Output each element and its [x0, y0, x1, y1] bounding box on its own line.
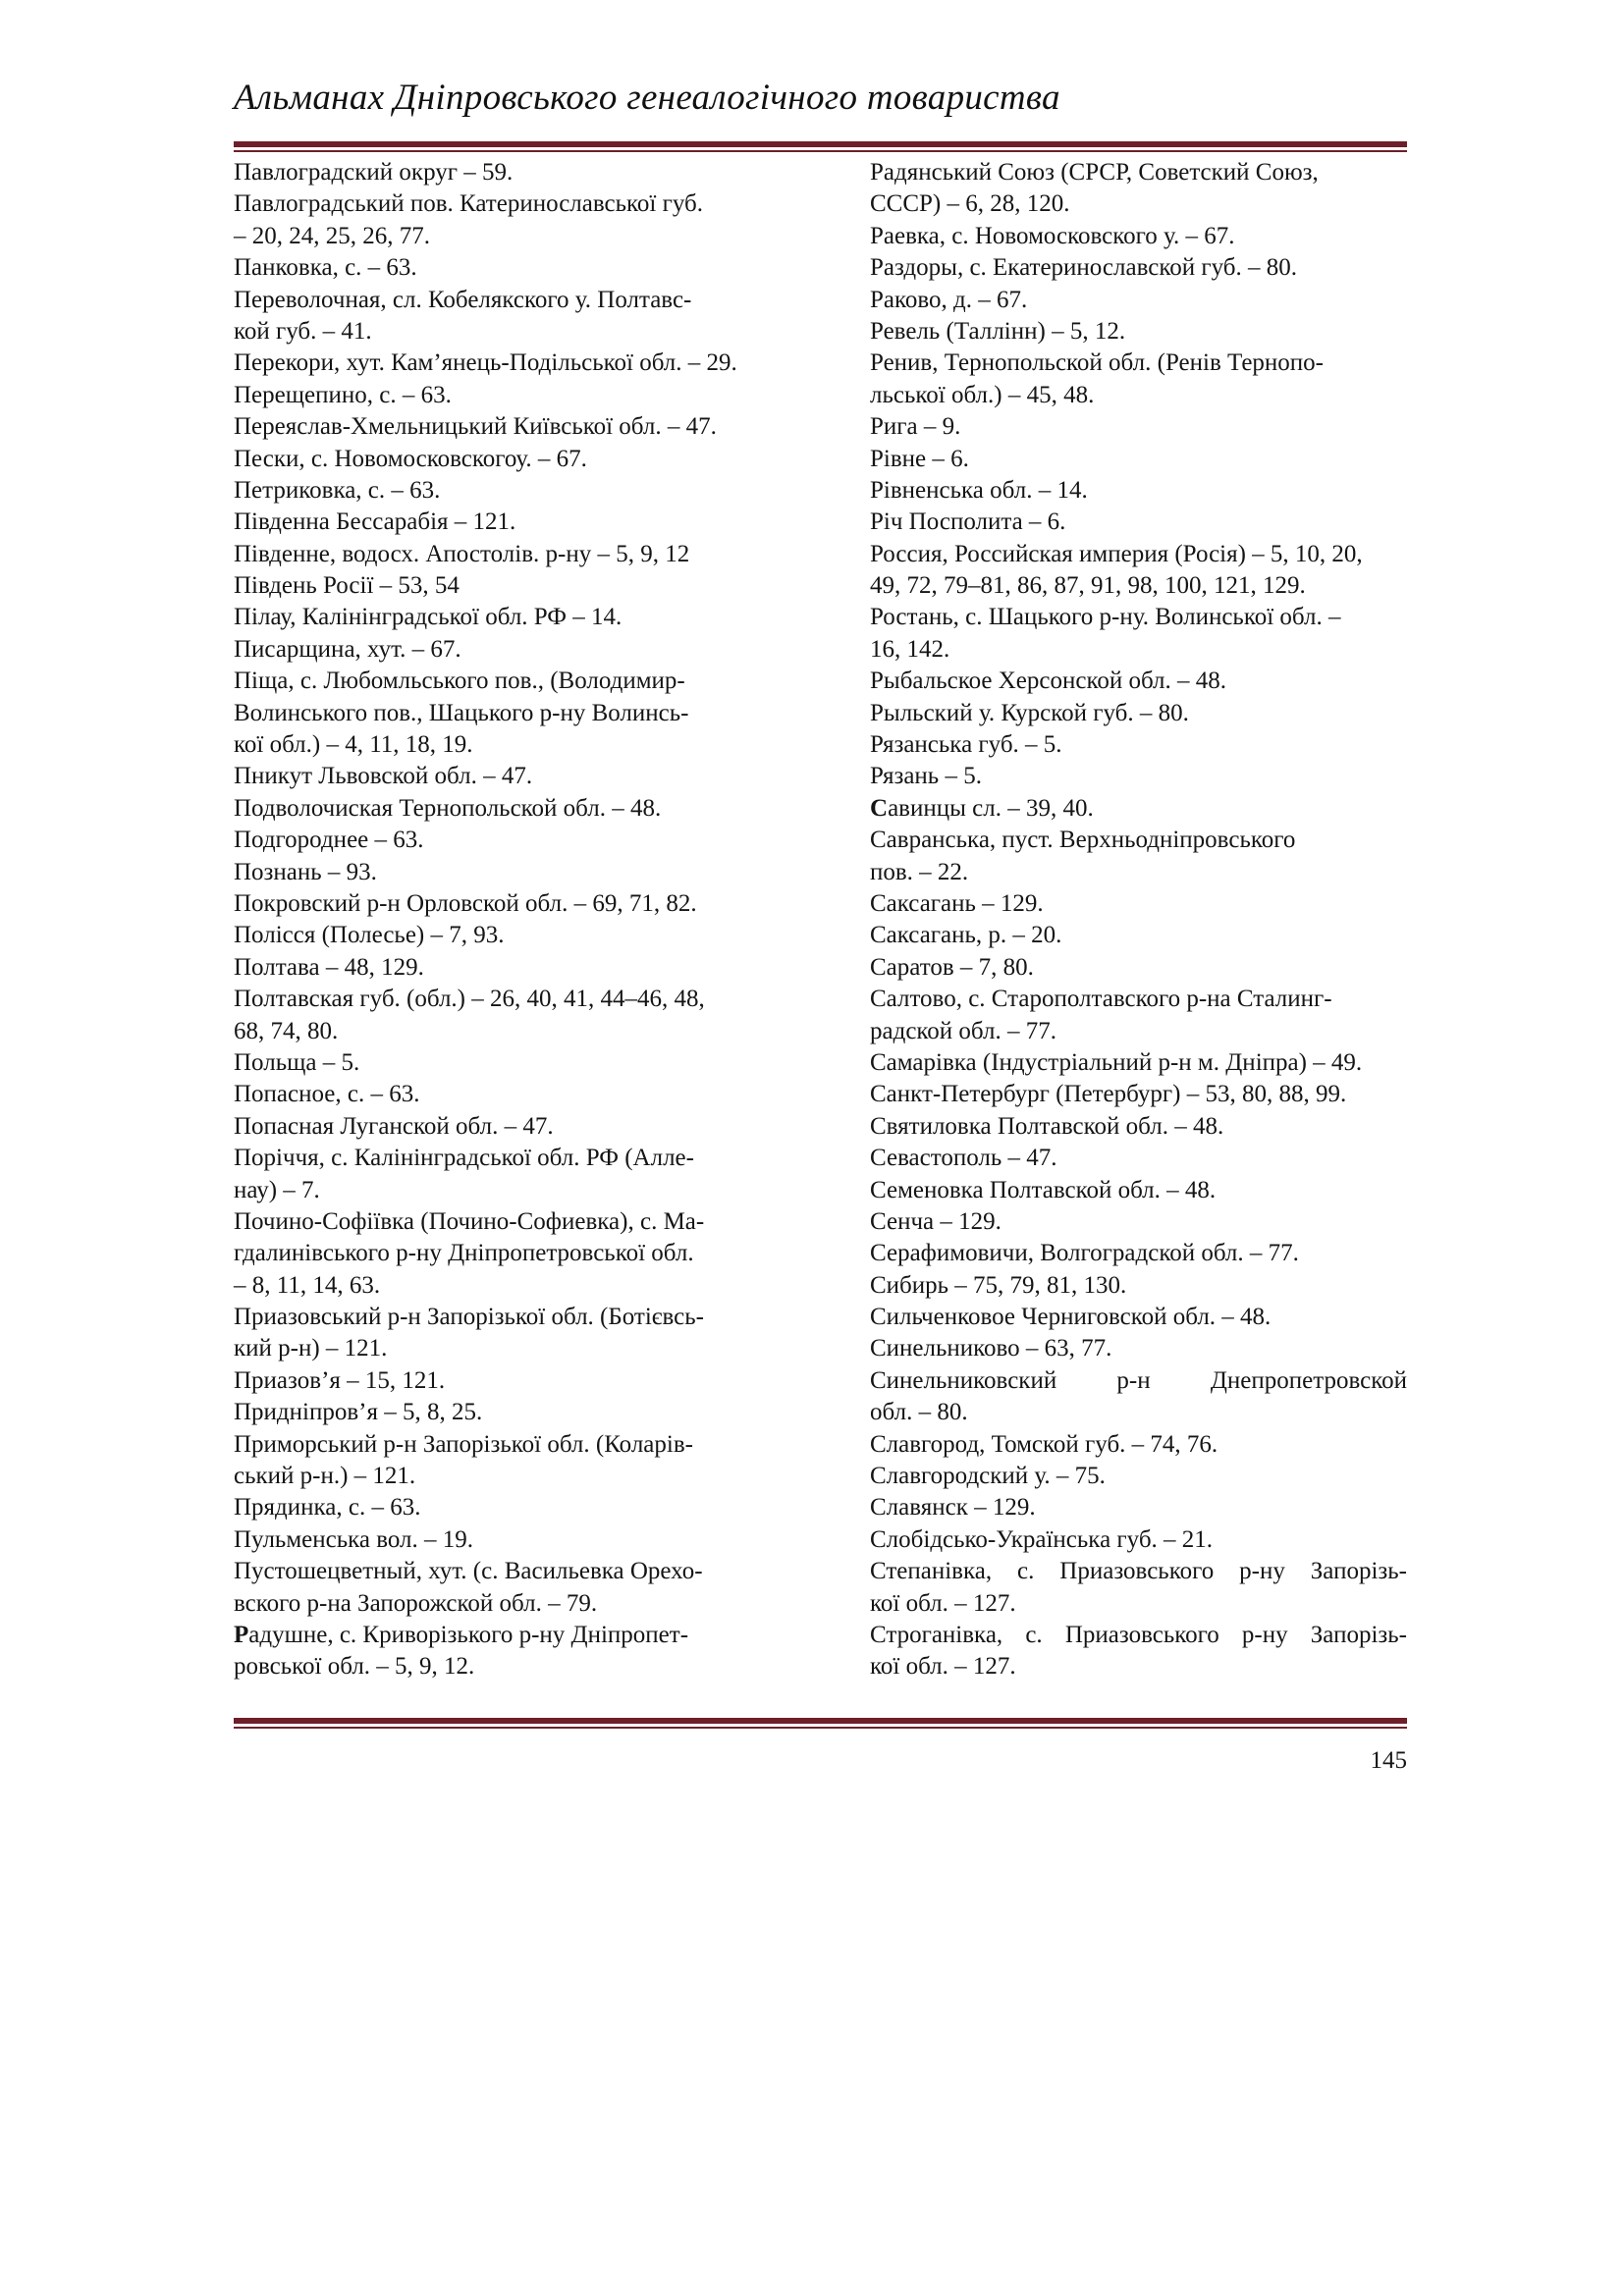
index-entry-line	[234, 1461, 769, 1492]
index-entry-text: СССР) – 6, 28, 120.	[870, 190, 1070, 218]
index-entry-text: вского р-на Запорожской обл. – 79.	[234, 1589, 598, 1617]
index-entry-line	[870, 1429, 1407, 1461]
index-entry-line	[870, 1461, 1407, 1492]
index-entry-text: ський р-н.) – 121.	[234, 1463, 416, 1490]
index-entry-text: Степанівка, с. Приазовського р-ну Запорізь-	[870, 1558, 1407, 1585]
index-entry-text: Павлоградський пов. Катеринославської губ.	[234, 190, 703, 218]
index-entry-text: Петриковка, с. – 63.	[234, 476, 441, 504]
index-entry-text: Перещепино, с. – 63.	[234, 381, 452, 408]
index-entry-text: Савранська, пуст. Верхньодніпровського	[870, 827, 1296, 854]
index-entry-line	[870, 1397, 1407, 1428]
index-entry-text: Рыбальское Херсонской обл. – 48.	[870, 667, 1227, 695]
index-entry-line	[234, 1143, 769, 1174]
index-entry-text: Самарівка (Індустріальний р-н м. Дніпра) – 49.	[870, 1048, 1363, 1076]
index-entry-line	[234, 666, 769, 697]
index-entry-line	[234, 1079, 769, 1110]
index-entry-text: Слобідсько-Українська губ. – 21.	[870, 1525, 1214, 1553]
index-entry-line	[234, 1206, 769, 1238]
index-entry-line	[870, 1333, 1407, 1364]
index-entry-line	[870, 1588, 1407, 1620]
index-entry-text: Россия, Российская империя (Росія) – 5, 10, 20,	[870, 540, 1363, 567]
index-column-right	[870, 157, 1407, 1683]
index-entry-line	[234, 1651, 769, 1682]
index-entry-text: обл. – 80.	[870, 1399, 968, 1426]
index-entry-text: Полтавская губ. (обл.) – 26, 40, 41, 44–46, 48,	[234, 986, 705, 1013]
index-entry-line	[234, 539, 769, 570]
index-entry-text: Рязань – 5.	[870, 763, 982, 790]
index-entry-line	[234, 698, 769, 729]
index-entry-line	[234, 857, 769, 888]
index-entry-line	[870, 761, 1407, 792]
index-entry-text: Раково, д. – 67.	[870, 286, 1028, 313]
index-entry-text: Подгороднее – 63.	[234, 827, 424, 854]
index-entry-line	[234, 252, 769, 284]
index-entry-text: Перекори, хут. Кам’янець-Подільської обл. – 29.	[234, 349, 737, 377]
index-entry-line	[870, 1492, 1407, 1523]
index-entry-text: Поріччя, с. Калінінградської обл. РФ (Алле-	[234, 1145, 694, 1172]
index-entry-text: Рівне – 6.	[870, 445, 969, 472]
index-entry-text: – 20, 24, 25, 26, 77.	[234, 222, 430, 249]
index-entry-line	[870, 1206, 1407, 1238]
index-entry-text: Рыльский у. Курской губ. – 80.	[870, 699, 1189, 726]
index-entry-line	[234, 1270, 769, 1302]
index-entry-line	[234, 1047, 769, 1079]
index-entry-line	[234, 157, 769, 188]
index-entry-text: Познань – 93.	[234, 858, 377, 885]
index-entry-text: Санкт-Петербург (Петербург) – 53, 80, 88, 99.	[870, 1081, 1347, 1108]
index-entry-text: Рязанська губ. – 5.	[870, 731, 1062, 759]
header-rule	[234, 141, 1407, 152]
index-entry-line	[870, 729, 1407, 761]
index-entry-line	[234, 920, 769, 951]
index-entry-text: Святиловка Полтавской обл. – 48.	[870, 1112, 1224, 1140]
index-entry-line	[234, 634, 769, 666]
index-entry-line	[870, 602, 1407, 633]
index-entry-text: Південь Росії – 53, 54	[234, 572, 460, 600]
index-entry-line	[870, 984, 1407, 1015]
index-entry-line	[870, 634, 1407, 666]
index-entry-line	[870, 316, 1407, 347]
index-entry-line	[870, 380, 1407, 411]
index-entry-line	[870, 1651, 1407, 1682]
index-entry-text: Річ Посполита – 6.	[870, 508, 1066, 536]
index-entry-text: кої обл. – 127.	[870, 1653, 1016, 1681]
index-entry-text: Ренив, Тернопольской обл. (Ренів Тернопо-	[870, 349, 1324, 377]
index-entry-line	[870, 539, 1407, 570]
index-entry-line	[870, 1365, 1407, 1397]
index-entry-text: Пустошецветный, хут. (с. Васильевка Орехо-	[234, 1558, 703, 1585]
footer-rule	[234, 1718, 1407, 1729]
index-entry-text: 16, 142.	[870, 635, 950, 663]
index-entry-text: Попасное, с. – 63.	[234, 1081, 420, 1108]
index-entry-text: 68, 74, 80.	[234, 1017, 339, 1044]
index-entry-line	[870, 285, 1407, 316]
index-entry-line	[870, 1175, 1407, 1206]
index-entry-line	[870, 221, 1407, 252]
letter-section-initial: С	[870, 794, 889, 822]
index-entry-line	[234, 1302, 769, 1333]
index-entry-line	[234, 1556, 769, 1587]
index-entry-line	[870, 698, 1407, 729]
index-entry-text: Пульменська вол. – 19.	[234, 1525, 474, 1553]
index-entry-text: Попасная Луганской обл. – 47.	[234, 1112, 554, 1140]
index-entry-line	[234, 952, 769, 984]
index-entry-text: Сильченковое Черниговской обл. – 48.	[870, 1304, 1272, 1331]
index-entry-text: Подволочиская Тернопольской обл. – 48.	[234, 794, 662, 822]
index-entry-text: Строганівка, с. Приазовського р-ну Запорізь-	[870, 1621, 1407, 1648]
index-entry-line	[234, 380, 769, 411]
index-entry-line	[234, 1492, 769, 1523]
index-entry-line	[234, 793, 769, 825]
index-entry-line	[234, 475, 769, 507]
index-entry-text: Почино-Софіївка (Почино-Софиевка), с. Ма-	[234, 1207, 705, 1235]
index-entry-text: 49, 72, 79–81, 86, 87, 91, 98, 100, 121, 129.	[870, 572, 1306, 600]
index-entry-line	[234, 221, 769, 252]
letter-section-initial: Р	[234, 1621, 249, 1648]
index-entry-line	[870, 157, 1407, 188]
index-entry-line	[234, 1620, 769, 1651]
index-entry-text: Південне, водосх. Апостолів. р-ну – 5, 9, 12	[234, 540, 690, 567]
index-entry-text: гдалинівського р-ну Дніпропетровської обл.	[234, 1240, 694, 1267]
index-entry-line	[234, 1111, 769, 1143]
index-entry-line	[234, 1429, 769, 1461]
index-entry-text: Севастополь – 47.	[870, 1145, 1057, 1172]
index-entry-text: Придніпров’я – 5, 8, 25.	[234, 1399, 483, 1426]
index-entry-text: Саксагань, р. – 20.	[870, 922, 1062, 949]
index-entry-text: радской обл. – 77.	[870, 1017, 1056, 1044]
index-entry-line	[870, 1143, 1407, 1174]
index-entry-text: Раздоры, с. Екатеринославской губ. – 80.	[870, 254, 1297, 282]
index-entry-text: Раевка, с. Новомосковского у. – 67.	[870, 222, 1235, 249]
index-entry-line	[870, 1111, 1407, 1143]
index-entry-text: Рига – 9.	[870, 413, 961, 441]
index-entry-line	[870, 1079, 1407, 1110]
index-entry-text: Переяслав-Хмельницький Київської обл. – 47.	[234, 413, 717, 441]
index-entry-line	[870, 1524, 1407, 1556]
index-entry-line	[234, 347, 769, 379]
index-entry-line	[870, 1016, 1407, 1047]
index-entry-text: Павлоградский округ – 59.	[234, 159, 514, 186]
index-entry-line	[870, 888, 1407, 920]
index-entry-text: Радянський Союз (СРСР, Советский Союз,	[870, 159, 1319, 186]
index-entry-line	[234, 188, 769, 220]
index-entry-line	[234, 888, 769, 920]
index-entry-text: Серафимовичи, Волгоградской обл. – 77.	[870, 1240, 1299, 1267]
index-entry-line	[234, 1333, 769, 1364]
index-entry-line	[234, 1524, 769, 1556]
index-entry-line	[234, 316, 769, 347]
index-entry-line	[870, 920, 1407, 951]
index-entry-text: Полісся (Полесье) – 7, 93.	[234, 922, 505, 949]
index-entry-text: Салтово, с. Старополтавского р-на Сталинг-	[870, 986, 1332, 1013]
index-entry-line	[234, 602, 769, 633]
index-entry-line	[870, 444, 1407, 475]
index-entry-text: Сибирь – 75, 79, 81, 130.	[870, 1271, 1127, 1299]
index-entry-line	[870, 188, 1407, 220]
index-entry-text: Славянск – 129.	[870, 1494, 1036, 1522]
index-entry-line	[870, 475, 1407, 507]
index-entry-text: Саксагань – 129.	[870, 889, 1044, 917]
index-entry-line	[234, 1588, 769, 1620]
index-entry-text: ровської обл. – 5, 9, 12.	[234, 1653, 475, 1681]
page-number: 145	[1370, 1747, 1407, 1774]
index-entry-line	[870, 570, 1407, 602]
index-entry-text: Пникут Львовской обл. – 47.	[234, 763, 533, 790]
index-entry-line	[870, 793, 1407, 825]
index-entry-text: Ревель (Таллінн) – 5, 12.	[870, 317, 1126, 345]
index-entry-line	[870, 1620, 1407, 1651]
index-entry-text: Полтава – 48, 129.	[234, 953, 424, 981]
index-entry-text: Польща – 5.	[234, 1048, 360, 1076]
index-entry-text: Пески, с. Новомосковскогоу. – 67.	[234, 445, 587, 472]
index-entry-line	[234, 1238, 769, 1269]
index-entry-text: Прядинка, с. – 63.	[234, 1494, 421, 1522]
index-entry-line	[234, 729, 769, 761]
index-entry-text: Приазовський р-н Запорізької обл. (Ботієвсь-	[234, 1304, 704, 1331]
index-entry-text: Саратов – 7, 80.	[870, 953, 1034, 981]
index-entry-text: – 8, 11, 14, 63.	[234, 1271, 381, 1299]
index-entry-text: Покровский р-н Орловской обл. – 69, 71, 82.	[234, 889, 697, 917]
index-entry-line	[870, 1047, 1407, 1079]
index-entry-text: кий р-н) – 121.	[234, 1335, 388, 1362]
index-entry-text: Волинського пов., Шацького р-ну Волинсь-	[234, 699, 689, 726]
index-entry-line	[234, 411, 769, 443]
index-column-left	[234, 157, 769, 1683]
index-entry-line	[870, 666, 1407, 697]
index-entry-line	[870, 952, 1407, 984]
index-entry-text: пов. – 22.	[870, 858, 969, 885]
index-entry-text: Ростань, с. Шацького р-ну. Волинської обл. –	[870, 604, 1341, 631]
index-entry-text: кої обл.) – 4, 11, 18, 19.	[234, 731, 473, 759]
index-entry-text: Сенча – 129.	[870, 1207, 1001, 1235]
index-entry-line	[870, 857, 1407, 888]
index-entry-text: адушне, с. Криворізького р-ну Дніпропет-	[248, 1621, 689, 1648]
index-entry-text: Приазов’я – 15, 121.	[234, 1366, 446, 1394]
index-entry-line	[870, 507, 1407, 538]
index-entry-text: льської обл.) – 45, 48.	[870, 381, 1095, 408]
index-entry-text: Семеновка Полтавской обл. – 48.	[870, 1176, 1217, 1203]
index-entry-text: Славгородский у. – 75.	[870, 1463, 1106, 1490]
index-entry-line	[234, 444, 769, 475]
index-entry-line	[234, 761, 769, 792]
index-entry-text: Синельниково – 63, 77.	[870, 1335, 1112, 1362]
index-entry-text: Славгород, Томской губ. – 74, 76.	[870, 1430, 1218, 1458]
index-entry-text: нау) – 7.	[234, 1176, 320, 1203]
index-entry-text: Панковка, с. – 63.	[234, 254, 417, 282]
index-entry-text: Рівненська обл. – 14.	[870, 476, 1088, 504]
index-entry-line	[870, 347, 1407, 379]
index-entry-line	[870, 411, 1407, 443]
index-entry-line	[870, 1556, 1407, 1587]
index-entry-line	[234, 984, 769, 1015]
index-entry-line	[234, 285, 769, 316]
index-entry-text: Переволочная, сл. Кобелякского у. Полтавс-	[234, 286, 692, 313]
index-entry-line	[234, 1175, 769, 1206]
index-entry-line	[234, 1397, 769, 1428]
index-entry-line	[234, 570, 769, 602]
index-entry-line	[870, 825, 1407, 856]
running-header-title: Альманах Дніпровського генеалогічного товариства	[234, 78, 1060, 118]
index-entry-text: Синельниковский р-н Днепропетровской	[870, 1366, 1407, 1394]
index-entry-line	[234, 1365, 769, 1397]
index-entry-line	[870, 1270, 1407, 1302]
index-entry-line	[234, 1016, 769, 1047]
index-entry-text: Пілау, Калінінградської обл. РФ – 14.	[234, 604, 623, 631]
index-entry-text: Писарщина, хут. – 67.	[234, 635, 461, 663]
index-entry-line	[870, 1238, 1407, 1269]
index-entry-line	[234, 507, 769, 538]
index-entry-line	[870, 1302, 1407, 1333]
index-entry-text: Піща, с. Любомльського пов., (Володимир-	[234, 667, 685, 695]
index-entry-text: Південна Бессарабія – 121.	[234, 508, 516, 536]
index-entry-text: авинцы сл. – 39, 40.	[888, 794, 1094, 822]
index-entry-line	[870, 252, 1407, 284]
index-entry-text: Приморський р-н Запорізької обл. (Коларів-	[234, 1430, 693, 1458]
index-entry-line	[234, 825, 769, 856]
index-entry-text: кой губ. – 41.	[234, 317, 372, 345]
index-entry-text: кої обл. – 127.	[870, 1589, 1016, 1617]
